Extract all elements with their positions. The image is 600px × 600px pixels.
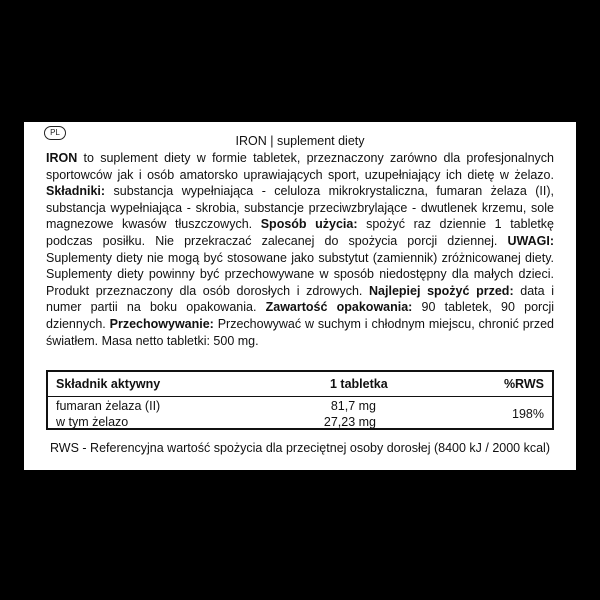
product-name: IRON [46,151,78,165]
contents-heading: Zawartość opakowania: [265,300,413,315]
nutrition-table [46,370,554,430]
ingredient-amount: 81,7 mg [330,399,376,413]
header-per-tablet: 1 tabletka [330,377,388,391]
ingredients-heading: Składniki: [46,184,106,199]
warnings-heading: UWAGI: [507,233,554,248]
storage-heading: Przechowywanie: [109,316,214,331]
table-row [48,414,552,430]
product-label [24,122,576,470]
warnings-text: Suplementy diety nie mogą być stosowane jako substytut (zamiennik) zróżnicowanej diety. Suplementy diety powinny być przechowywane w sposób niedostępny dla małych dzieci. Produkt przeznaczony dla osób dorosłych i zdrowych. [46,250,554,298]
storage-text: Przechowywać w suchym i chłodnym miejscu, chronić przed światłem. Masa netto tabletki: 500 mg. [46,316,555,348]
label-title: IRON | suplement diety [235,134,365,148]
ingredients-text: substancja wypełniająca - celuloza mikrokrystaliczna, fumaran żelaza (II), substancja wypełniająca - skrobia, substancje przeciwzbrylające - dwutlenek krzemu, sole magnezowe kwasów tłuszczowych. [46,184,554,232]
usage-text: spożyć raz dziennie 1 tabletkę podczas posiłku. Nie przekraczać zalecanej do spożycia porcji dziennej. [46,217,554,248]
rws-percentage: 198% [512,407,544,421]
header-rws: %RWS [503,377,544,391]
table-row [48,398,552,414]
ingredient-amount: 27,23 mg [323,415,376,429]
header-ingredient: Składnik aktywny [56,377,161,391]
best-before-heading: Najlepiej spożyć przed: [369,283,514,298]
contents-text: 90 tabletek, 90 porcji dziennych. [46,300,554,331]
ingredient-name: w tym żelazo [56,415,129,429]
usage-heading: Sposób użycia: [260,217,358,232]
table-header [48,372,552,397]
best-before-text: data i numer partii na boku opakowania. [46,283,554,315]
description-text: to suplement diety w formie tabletek, przeznaczony zarówno dla profesjonalnych sportowców jak i osób amatorsko uprawiających sport, uzupełniający ich dietę w żelazo. [46,151,554,182]
product-description [46,150,554,349]
ingredient-name: fumaran żelaza (II) [56,399,161,413]
rws-footnote: RWS - Referencyjna wartość spożycia dla przeciętnej osoby dorosłej (8400 kJ / 2000 kcal) [50,441,550,455]
language-badge: PL [44,126,66,140]
